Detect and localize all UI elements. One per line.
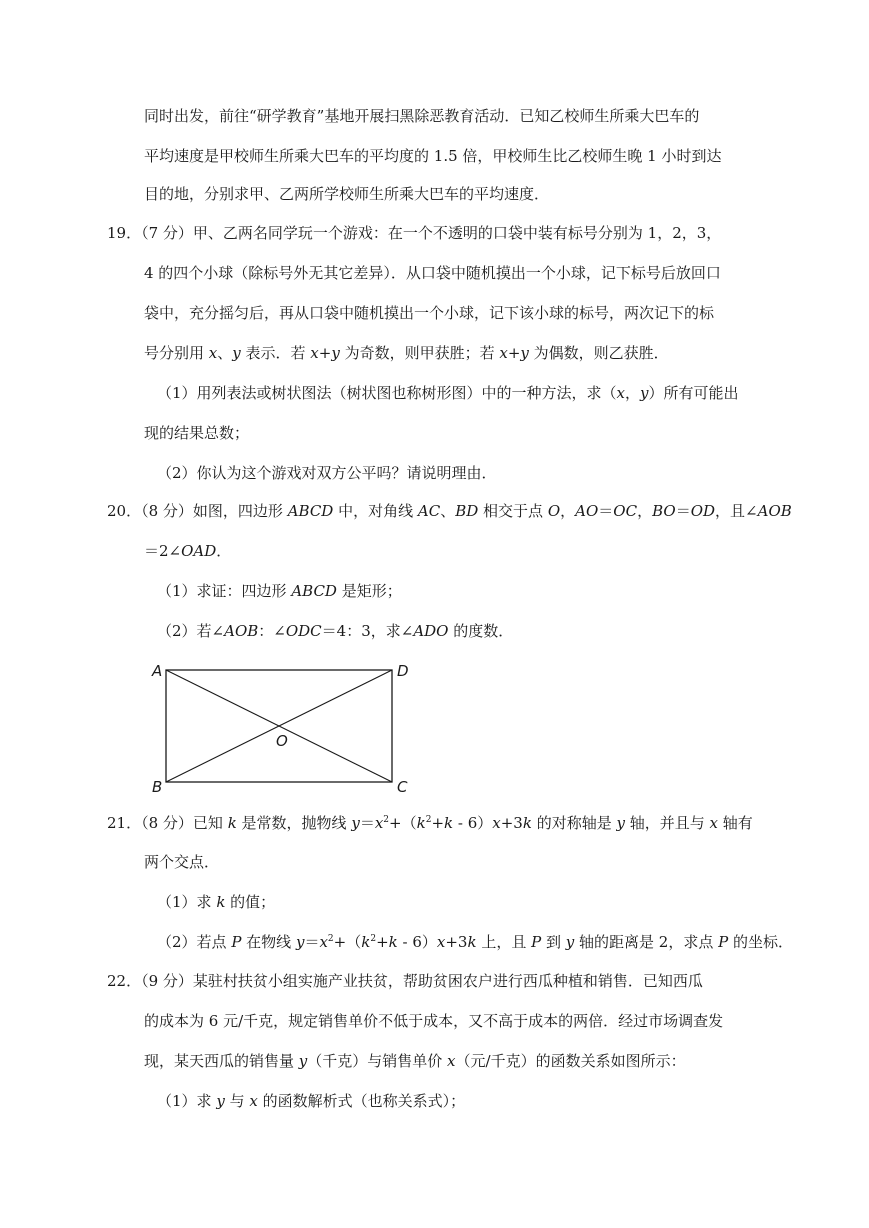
- q19-text: 甲、乙两名同学玩一个游戏：在一个不透明的口袋中装有标号分别为 1，2，3，: [192, 224, 722, 242]
- q20-eq2: ＝: [675, 502, 691, 520]
- q20-o: O: [547, 502, 561, 520]
- q20-p1b: 是矩形；: [336, 582, 402, 600]
- q19-line1: [107, 223, 721, 243]
- q21-i: 轴，并且与: [624, 814, 710, 832]
- q22-line1: [107, 971, 703, 991]
- q20-p2a: （2）若∠: [157, 622, 225, 640]
- q20-text-d: 相交于点: [478, 502, 548, 520]
- q21-p2d: +（: [333, 933, 362, 951]
- q20-oc: OC: [613, 502, 638, 520]
- q20-ao: AO: [575, 502, 599, 520]
- q19-part2: （2）你认为这个游戏对双方公平吗？请说明理由．: [157, 464, 497, 482]
- q21-p2y2: y: [565, 933, 575, 951]
- q21-part2: [157, 932, 793, 952]
- q19-line4: [144, 343, 669, 363]
- q21-x3: x: [709, 814, 718, 832]
- q21-b: 是常数，抛物线: [236, 814, 352, 832]
- q21-p2k: k: [361, 933, 371, 951]
- q19-var-x: x: [208, 344, 218, 362]
- vertex-d-label: D: [397, 662, 409, 680]
- q20-part1: [157, 581, 402, 601]
- vertex-a-label: A: [152, 662, 163, 680]
- q21-p2-p: P: [531, 933, 542, 951]
- q21-p1k: k: [216, 893, 226, 911]
- q20-part2: [157, 621, 513, 641]
- q22-p1c: 的函数解析式（也称关系式）；: [257, 1092, 466, 1110]
- q20-p2-aob: AOB: [224, 622, 259, 640]
- q19-line3: 袋中，充分摇匀后，再从口袋中随机摸出一个小球，记下该小球的标号，两次记下的标: [144, 304, 715, 322]
- q20-line2: [144, 541, 231, 561]
- q19-p1b: ）所有可能出: [648, 384, 739, 402]
- q22-number: 22．: [107, 972, 142, 990]
- q22-p1y: y: [216, 1092, 225, 1110]
- q20-text-a: 如图，四边形: [192, 502, 288, 520]
- q20-score: （8 分）: [141, 502, 193, 520]
- q20-text-b: 中，对角线: [333, 502, 418, 520]
- q21-p2c: ＝: [304, 933, 320, 951]
- q20-p1-abcd: ABCD: [291, 582, 337, 600]
- q21-p2g: +3: [445, 933, 468, 951]
- q19-part1-line2: 现的结果总数；: [144, 424, 250, 442]
- q19-var-y: y: [232, 344, 241, 362]
- q21-p: P: [231, 933, 242, 951]
- q21-k: k: [227, 814, 237, 832]
- q20-text-f: ，: [637, 502, 653, 520]
- q22-p1a: （1）求: [157, 1092, 217, 1110]
- center-o-label: O: [276, 732, 288, 750]
- q19-number: 19．: [107, 224, 142, 242]
- q22-y: y: [298, 1052, 308, 1070]
- q20-p1a: （1）求证：四边形: [157, 582, 292, 600]
- q20-ac: AC: [417, 502, 441, 520]
- q19-l4c: 为奇数，则甲获胜；若: [339, 344, 500, 362]
- q21-p1a: （1）求: [157, 893, 217, 911]
- q22-l3b: （千克）与销售单价: [307, 1052, 448, 1070]
- q20-l2b: ．: [216, 542, 232, 560]
- q20-text-e: ，: [560, 502, 576, 520]
- q21-k2: k: [416, 814, 426, 832]
- q21-a: 已知: [192, 814, 228, 832]
- q21-p2sq: 2: [327, 934, 334, 944]
- q19-l4a: 号分别用: [144, 344, 209, 362]
- q19-xy1: x+y: [310, 344, 340, 362]
- q22-p1x: x: [249, 1092, 258, 1110]
- q21-p2k2: k: [388, 933, 398, 951]
- q21-part1: [157, 892, 275, 912]
- q20-l2a: ＝2∠: [144, 542, 182, 560]
- q19-xy2: x+y: [499, 344, 529, 362]
- q21-p2i: 到: [541, 933, 566, 951]
- q19-l4d: 为偶数，则乙获胜．: [528, 344, 669, 362]
- q22-part1: [157, 1091, 465, 1111]
- q20-p2b: ：∠: [258, 622, 286, 640]
- q20-line1: [107, 501, 792, 521]
- q21-k4: k: [522, 814, 532, 832]
- q21-p2h: 上，且: [476, 933, 532, 951]
- q19-l4b: 表示．若: [240, 344, 311, 362]
- q20-number: 20．: [107, 502, 142, 520]
- q22-line2: 的成本为 6 元/千克，规定销售单价不低于成本，又不高于成本的两倍．经过市场调查发: [144, 1012, 724, 1030]
- q20-bo: BO: [652, 502, 676, 520]
- q21-p2a: （2）若点: [157, 933, 232, 951]
- q19-p1comma: ，: [625, 384, 641, 402]
- q21-p1b: 的值；: [225, 893, 276, 911]
- q21-g: +3: [500, 814, 523, 832]
- q22-l3a: 现，某天西瓜的销售量: [144, 1052, 299, 1070]
- q19-score: （7 分）: [141, 224, 193, 242]
- q20-aob: AOB: [757, 502, 792, 520]
- q21-line2: 两个交点．: [144, 853, 220, 871]
- q21-sq2: 2: [425, 815, 432, 825]
- q19-p1x: x: [616, 384, 626, 402]
- q21-p2k3: k: [467, 933, 477, 951]
- q21-j: 轴有: [718, 814, 753, 832]
- q22-x: x: [447, 1052, 456, 1070]
- q19-part1: [157, 383, 739, 403]
- q21-p2x2: x: [436, 933, 446, 951]
- q21-c: ＝: [359, 814, 375, 832]
- q22-p1b: 与: [224, 1092, 250, 1110]
- q18-line2: 平均速度是甲校师生所乘大巴车的平均度的 1.5 倍，甲校师生比乙校师生晚 1 小时到达: [144, 147, 722, 165]
- q20-text-g: ，且∠: [715, 502, 758, 520]
- q21-p2sq2: 2: [370, 934, 377, 944]
- rectangle-figure: [150, 660, 420, 800]
- q20-p2-odc: ODC: [285, 622, 322, 640]
- q21-p2b: 在物线: [241, 933, 296, 951]
- q21-k3: k: [444, 814, 454, 832]
- q21-y: y: [351, 814, 360, 832]
- q19-sep: 、: [217, 344, 233, 362]
- q20-p2c: ＝4：3，求∠: [321, 622, 414, 640]
- q20-p2d: 的度数．: [448, 622, 514, 640]
- q21-x: x: [374, 814, 384, 832]
- q21-p2f: - 6）: [397, 933, 437, 951]
- q20-bd: BD: [455, 502, 479, 520]
- q21-line1: [107, 813, 753, 833]
- q18-line3: 目的地，分别求甲、乙两所学校师生所乘大巴车的平均速度．: [144, 185, 550, 203]
- q20-eq1: ＝: [598, 502, 614, 520]
- q21-number: 21．: [107, 814, 142, 832]
- vertex-b-label: B: [152, 778, 163, 796]
- q20-abcd: ABCD: [287, 502, 334, 520]
- q19-p1y: y: [640, 384, 649, 402]
- q20-text-c: 、: [440, 502, 456, 520]
- vertex-c-label: C: [397, 778, 408, 796]
- q21-p3: P: [718, 933, 729, 951]
- q21-p2e: +: [376, 933, 389, 951]
- q19-p1a: （1）用列表法或树状图法（树状图也称树形图）中的一种方法，求（: [157, 384, 617, 402]
- q21-d: +（: [389, 814, 417, 832]
- q21-h: 的对称轴是: [531, 814, 617, 832]
- q21-x2: x: [492, 814, 501, 832]
- q22-line3: [144, 1051, 686, 1071]
- q21-f: - 6）: [453, 814, 493, 832]
- q18-line1: 同时出发，前往“研学教育”基地开展扫黑除恶教育活动．已知乙校师生所乘大巴车的: [144, 107, 700, 125]
- q21-y2: y: [616, 814, 625, 832]
- q19-line2: 4 的四个小球（除标号外无其它差异）．从口袋中随机摸出一个小球，记下标号后放回口: [144, 264, 721, 282]
- q21-p2y: y: [295, 933, 305, 951]
- q21-sq: 2: [383, 815, 390, 825]
- q22-l3c: （元/千克）的函数关系如图所示：: [455, 1052, 686, 1070]
- q21-p2j: 轴的距离是 2，求点: [574, 933, 719, 951]
- q21-score: （8 分）: [141, 814, 193, 832]
- q22-score: （9 分）: [141, 972, 193, 990]
- q21-e: +: [431, 814, 445, 832]
- q20-oad: OAD: [181, 542, 217, 560]
- q22-text: 某驻村扶贫小组实施产业扶贫，帮助贫困农户进行西瓜种植和销售．已知西瓜: [192, 972, 703, 990]
- q21-p2end: 的坐标．: [728, 933, 793, 951]
- q21-p2x: x: [319, 933, 328, 951]
- q20-od: OD: [690, 502, 716, 520]
- q20-p2-ado: ADO: [413, 622, 449, 640]
